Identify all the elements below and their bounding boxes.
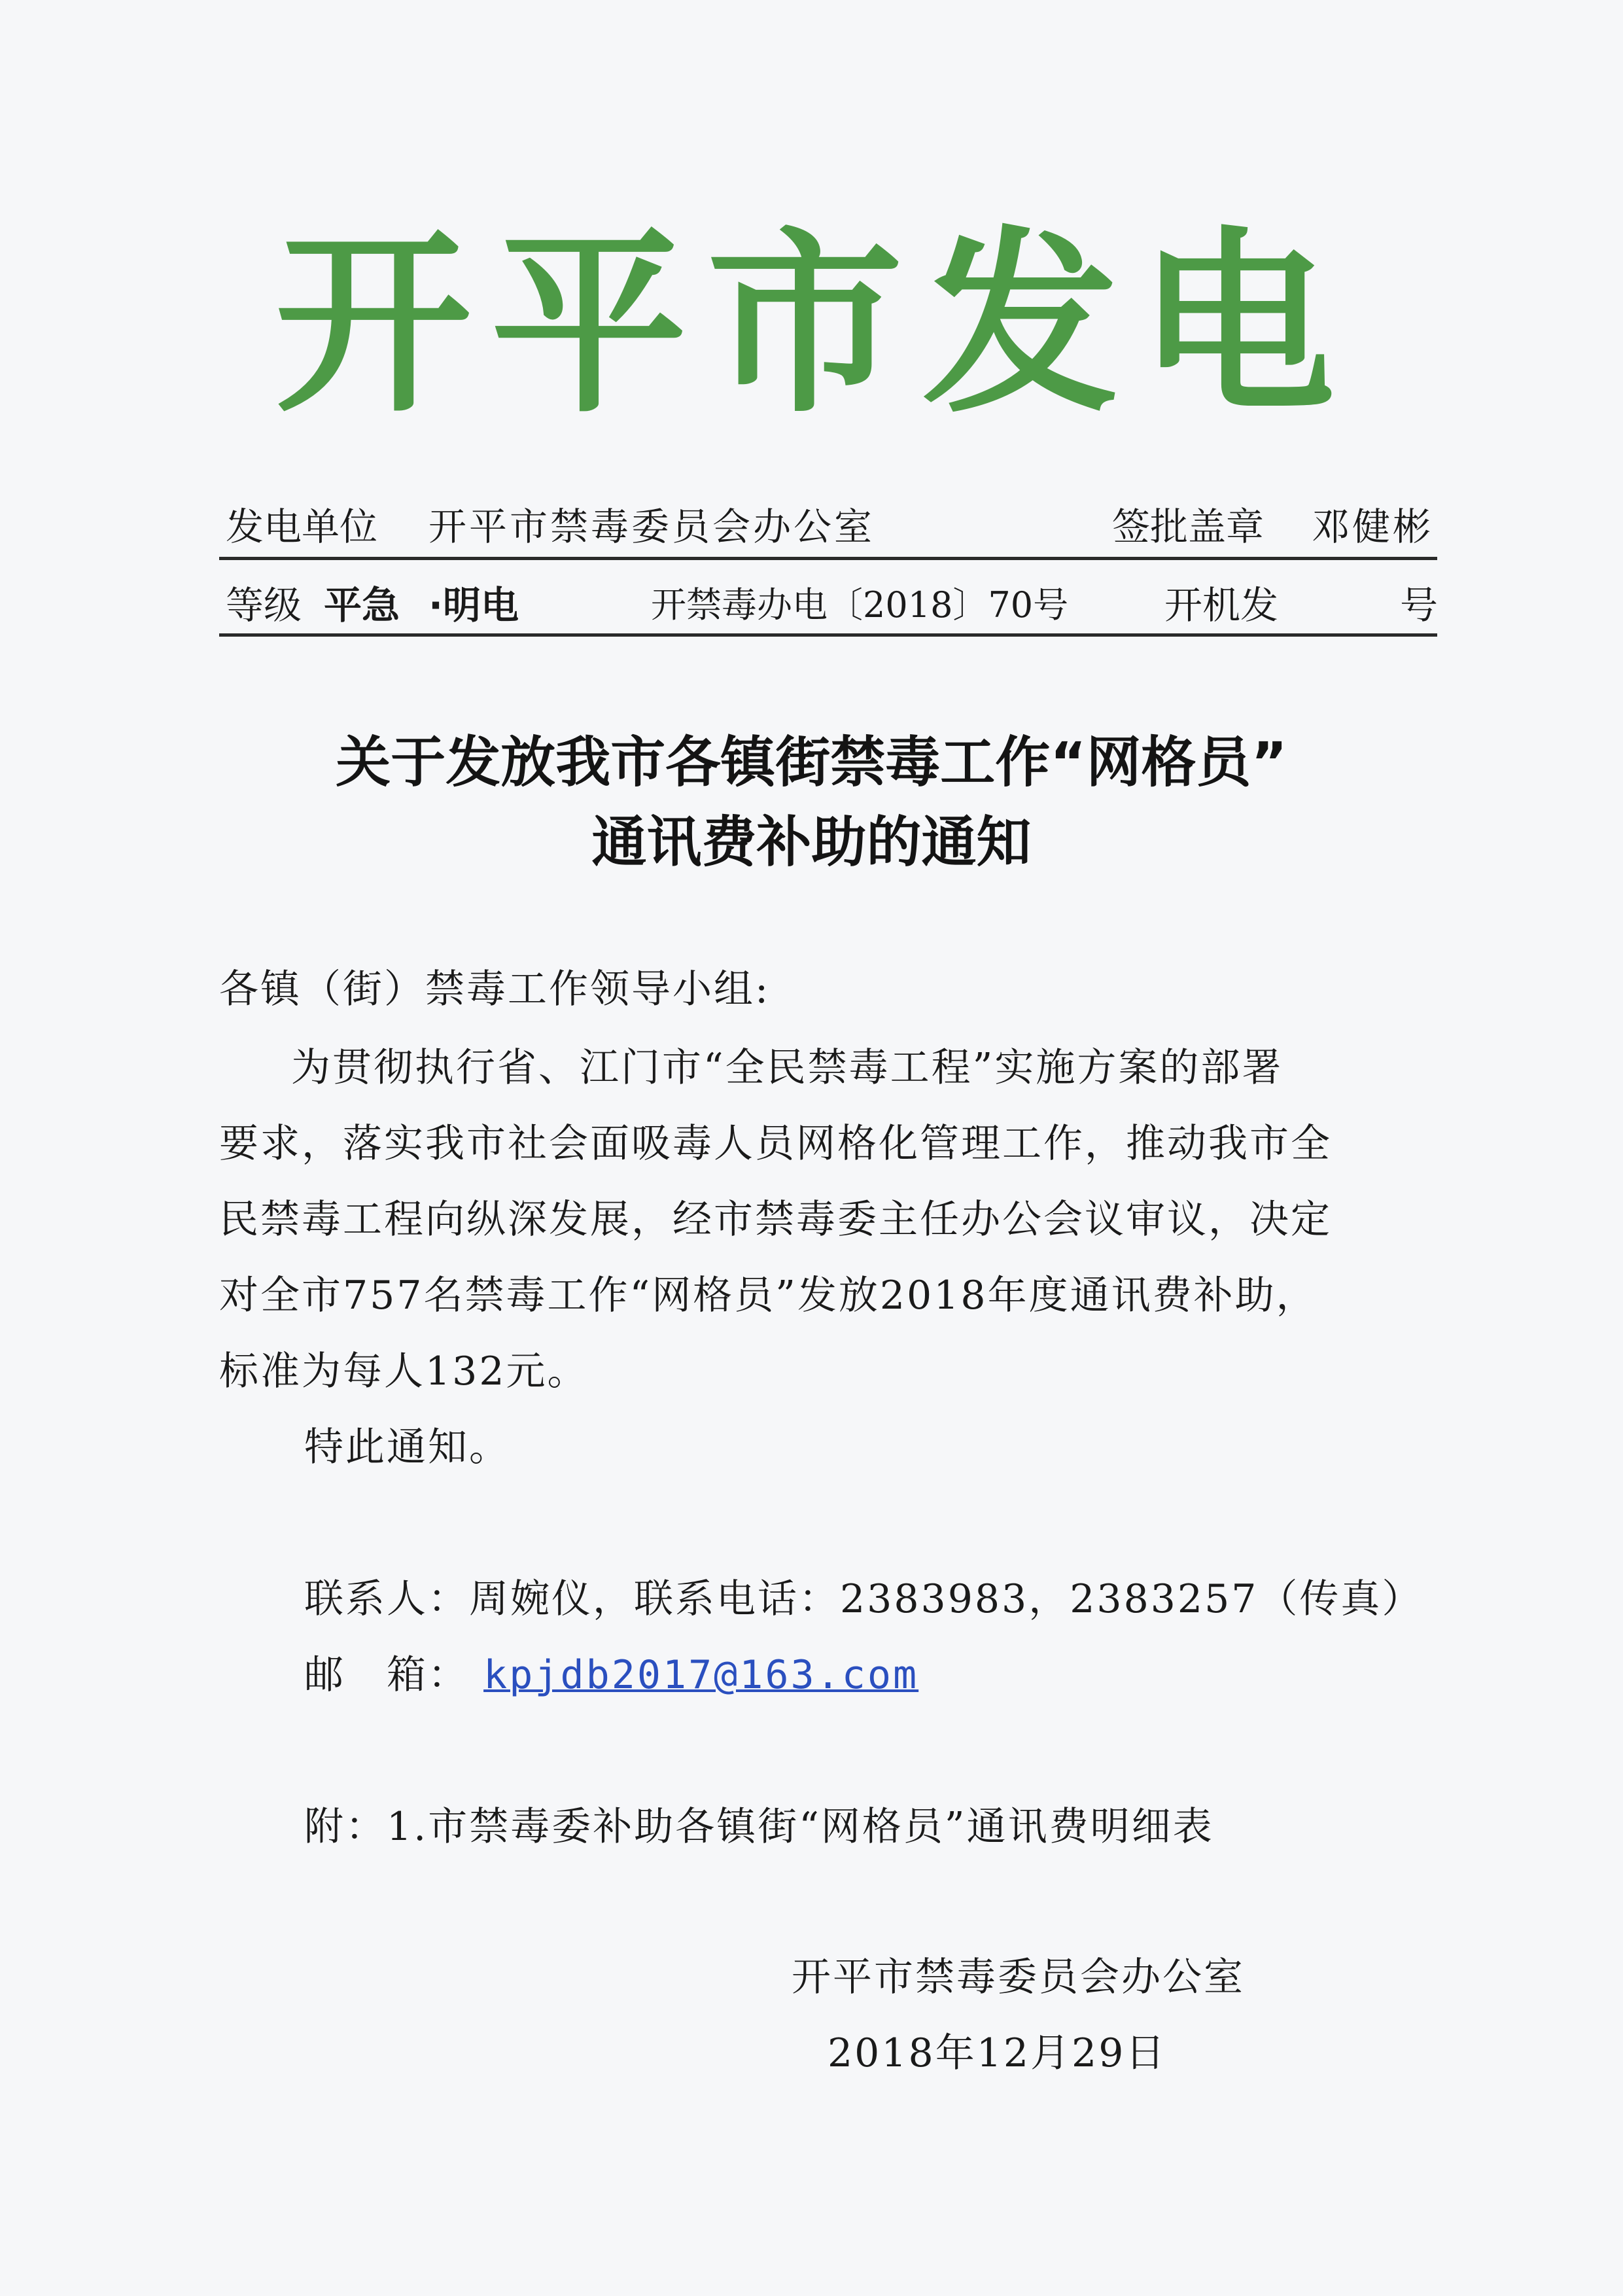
signature-organization: 开平市禁毒委员会办公室 bbox=[792, 1954, 1245, 2000]
machine-label: 开机发 bbox=[1164, 583, 1279, 627]
level-value: 平急 bbox=[324, 583, 400, 627]
salutation: 各镇（街）禁毒工作领导小组: bbox=[219, 966, 771, 1012]
signature-date: 2018年12月29日 bbox=[828, 2030, 1167, 2076]
header-rule-bottom bbox=[219, 633, 1437, 637]
paragraph-line: 为贯彻执行省、江门市“全民禁毒工程”实施方案的部署 bbox=[291, 1045, 1283, 1091]
contact-line: 联系人：周婉仪，联系电话：2383983，2383257（传真） bbox=[304, 1576, 1423, 1622]
approve-label: 签批盖章 bbox=[1112, 504, 1265, 549]
paragraph-line: 民禁毒工程向纵深发展，经市禁毒委主任办公会议审议，决定 bbox=[219, 1197, 1332, 1243]
header-rule-top bbox=[219, 557, 1437, 560]
closing-remark: 特此通知。 bbox=[304, 1424, 510, 1470]
approve-value: 邓健彬 bbox=[1312, 504, 1434, 549]
email-row bbox=[304, 1652, 919, 1698]
paragraph-line: 要求，落实我市社会面吸毒人员网格化管理工作，推动我市全 bbox=[219, 1121, 1332, 1167]
number-suffix: 号 bbox=[1400, 583, 1439, 627]
paragraph-line: 标准为每人132元。 bbox=[219, 1349, 589, 1394]
document-number: 开禁毒办电〔2018〕70号 bbox=[651, 584, 1069, 626]
telegram-type: ·明电 bbox=[428, 583, 519, 627]
sender-label: 发电单位 bbox=[226, 504, 378, 549]
masthead-title: 开平市发电 bbox=[275, 208, 1355, 439]
paragraph-line: 对全市757名禁毒工作“网格员”发放2018年度通讯费补助， bbox=[219, 1273, 1318, 1318]
sender-value: 开平市禁毒委员会办公室 bbox=[428, 504, 875, 549]
level-label: 等级 bbox=[226, 583, 302, 627]
email-label: 邮 箱： bbox=[304, 1652, 469, 1698]
notice-title-line-1: 关于发放我市各镇街禁毒工作“网格员” bbox=[336, 730, 1287, 794]
email-link[interactable]: kpjdb2017@163.com bbox=[483, 1652, 919, 1698]
notice-title-line-2: 通讯费补助的通知 bbox=[591, 810, 1032, 874]
header-row-sender bbox=[219, 497, 1437, 556]
attachment-line: 附：1.市禁毒委补助各镇街“网格员”通讯费明细表 bbox=[304, 1804, 1214, 1850]
header-row-level bbox=[219, 576, 1437, 635]
